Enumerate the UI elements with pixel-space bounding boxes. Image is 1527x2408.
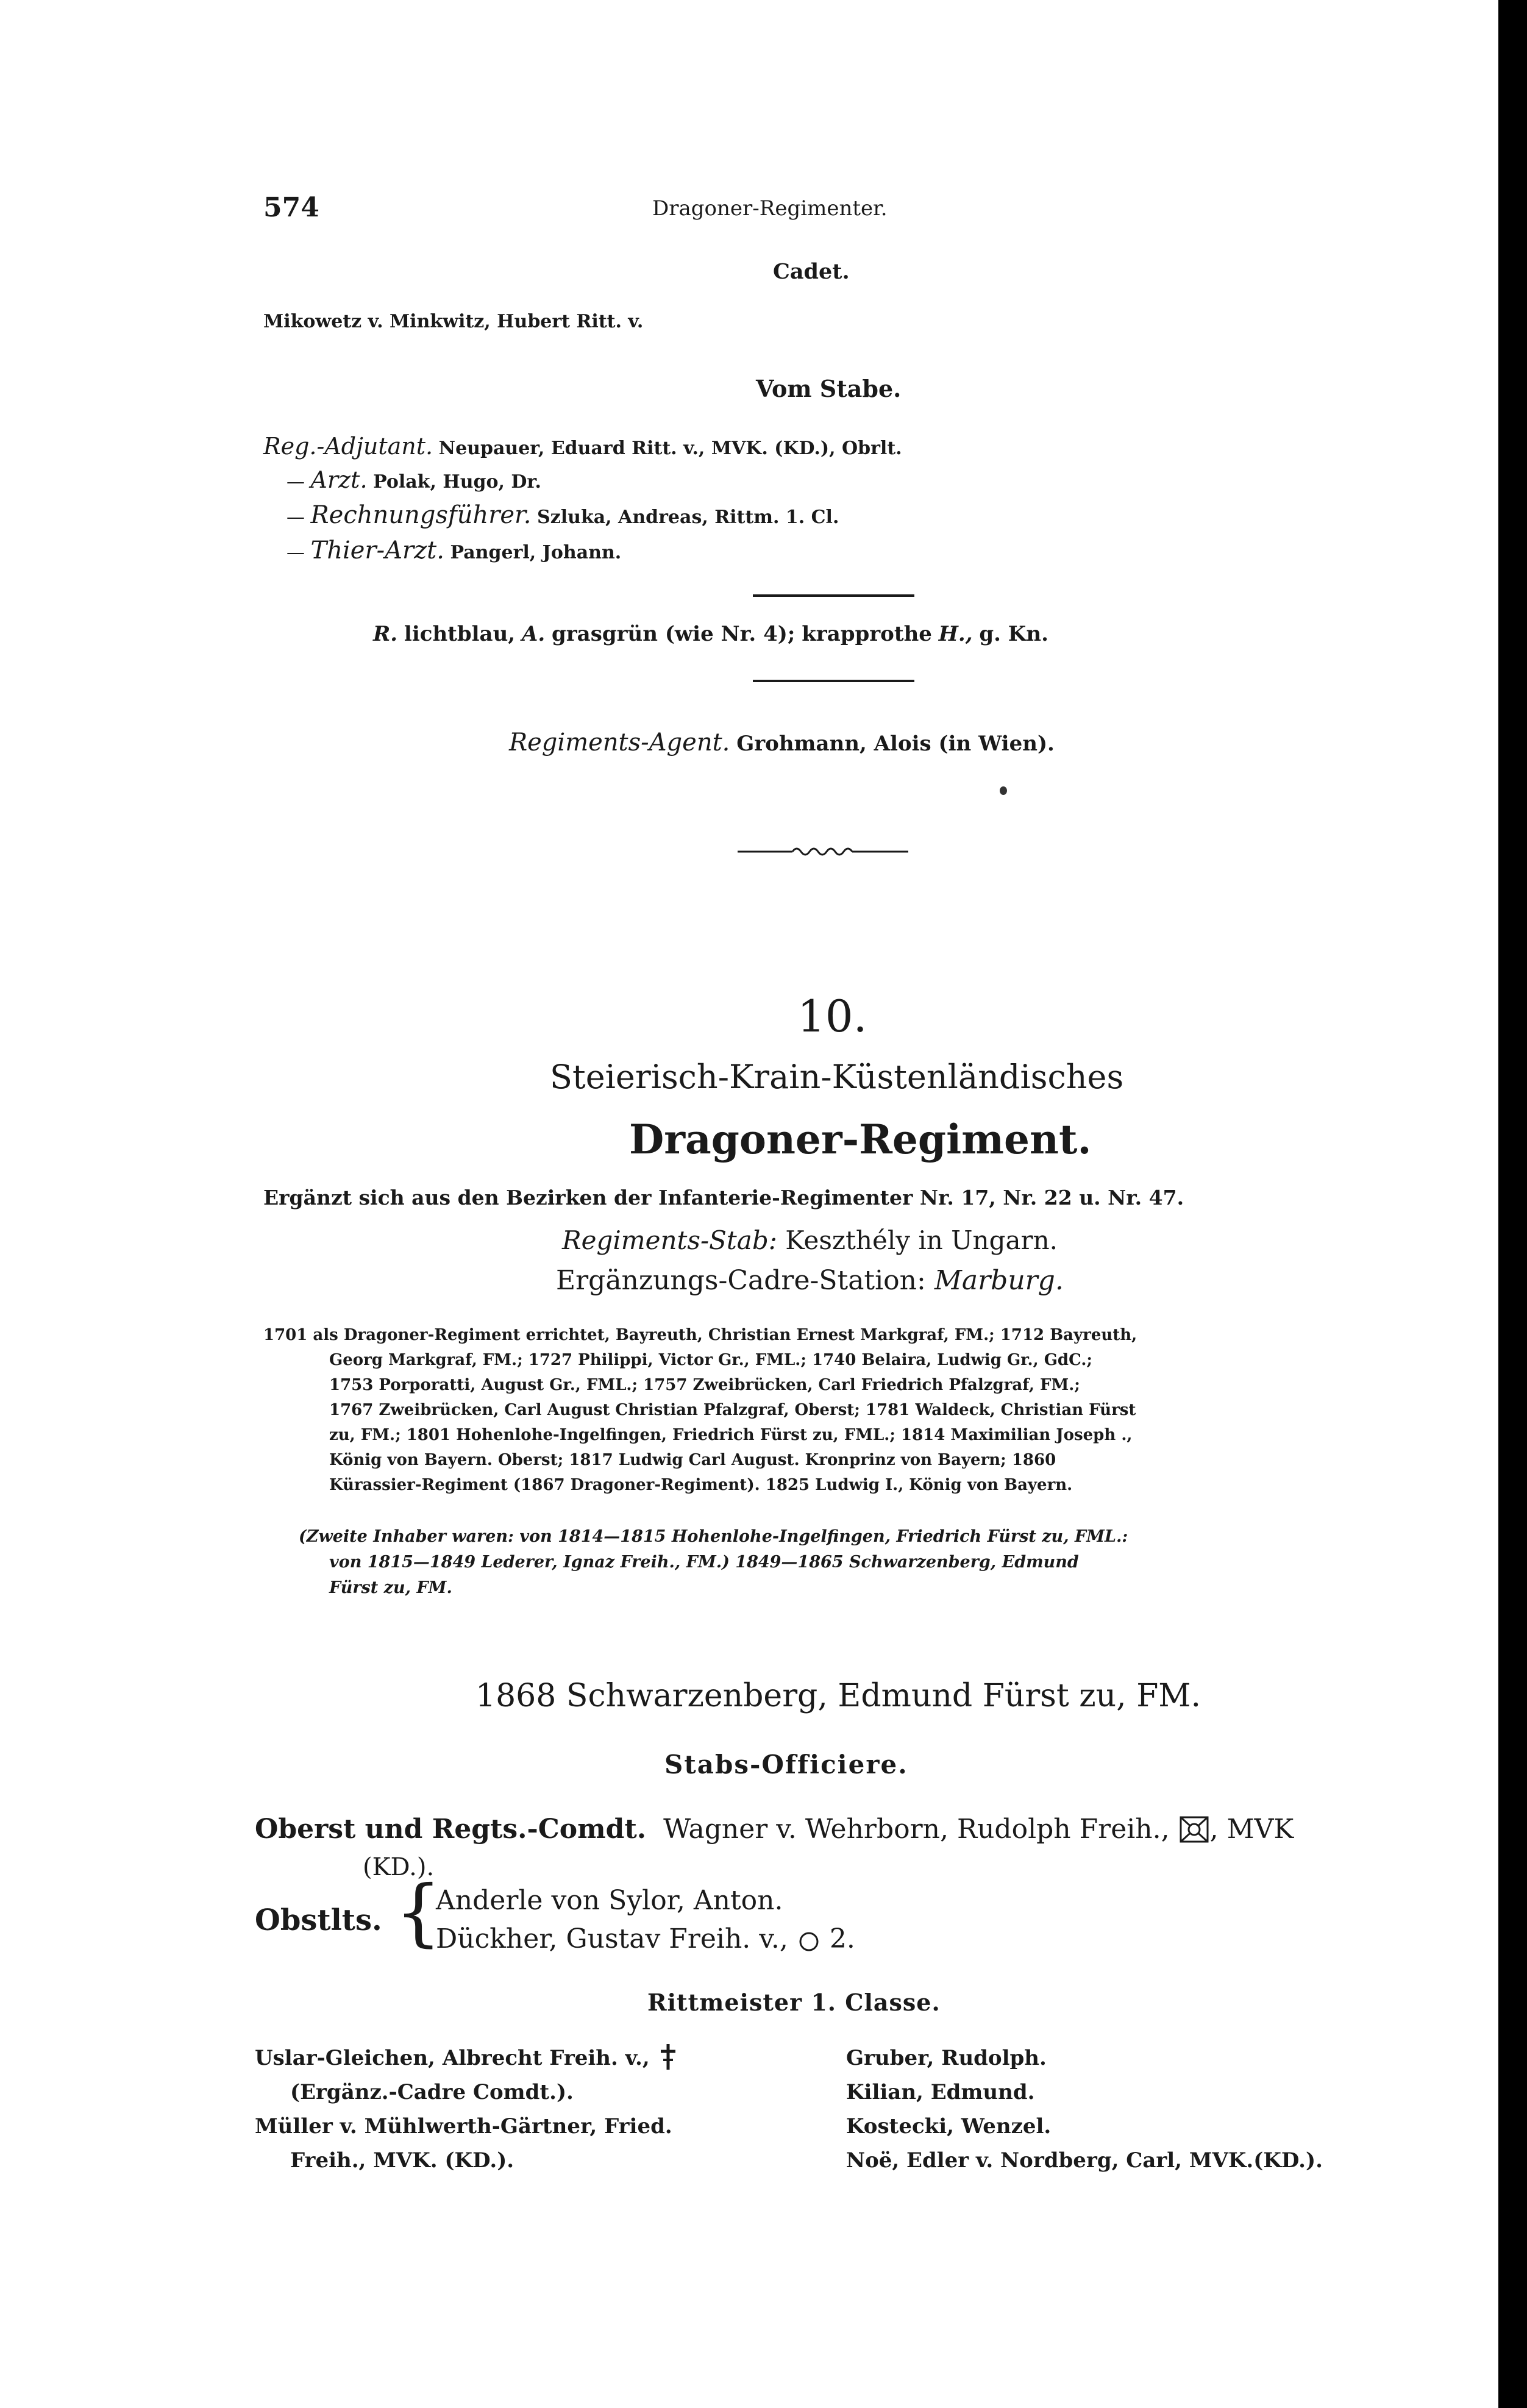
page-number: 574: [263, 192, 319, 223]
history-line: 1767 Zweibrücken, Carl August Christian Pfalzgraf, Oberst; 1781 Waldeck, Christian Fürst: [329, 1401, 1136, 1419]
oberst-text-cont: (KD.).: [363, 1853, 435, 1881]
page-border: [1498, 0, 1527, 2408]
staff-dash: —: [287, 542, 305, 563]
regiment-number: 10.: [797, 991, 867, 1042]
regiment-name-line: Steierisch-Krain-Küstenländisches: [550, 1058, 1124, 1096]
regiment-owner: 1868 Schwarzenberg, Edmund Fürst zu, FM.: [475, 1678, 1201, 1714]
rittmeister-entry: Kostecki, Wenzel.: [846, 2114, 1052, 2139]
cadet-entry: Mikowetz v. Minkwitz, Hubert Ritt. v.: [263, 311, 644, 332]
second-owners-paragraph: [299, 1524, 1128, 1601]
running-title: Dragoner-Regimenter.: [652, 196, 888, 221]
stab-line: [562, 1225, 1058, 1255]
stab-place: Keszthély in Ungarn.: [785, 1225, 1058, 1255]
cadre-line: [556, 1265, 1064, 1296]
uniform-r-text: lichtblau,: [404, 622, 516, 646]
staff-role: Thier-Arzt.: [310, 536, 444, 565]
obstlts-label: Obstlts.: [255, 1903, 382, 1937]
rittmeister-entry: Noë, Edler v. Nordberg, Carl, MVK.(KD.).: [846, 2148, 1323, 2173]
oberst-text: Wagner v. Wehrborn, Rudolph Freih.,: [663, 1814, 1170, 1845]
staff-text: Polak, Hugo, Dr.: [373, 471, 541, 493]
staff-row: [263, 433, 902, 460]
uniform-h-letter: H.,: [938, 622, 973, 646]
staff-row: [287, 536, 621, 565]
second-owners-line: Fürst zu, FM.: [329, 1578, 452, 1597]
obstlt-row: [436, 1923, 855, 1954]
stabs-officiere-heading: Stabs-Officiere.: [664, 1750, 908, 1779]
uniform-r-letter: R.: [373, 622, 398, 646]
uniform-a-text: grasgrün (wie Nr. 4);: [552, 622, 796, 646]
section-end-ornament: [738, 844, 908, 857]
divider-rule: [753, 680, 914, 682]
uniform-mid-text: krapprothe: [802, 622, 932, 646]
oberst-label: Oberst und Regts.-Comdt.: [255, 1814, 647, 1845]
rittmeister-entry: Müller v. Mühlwerth-Gärtner, Fried.: [255, 2114, 672, 2139]
rittmeister-entry: (Ergänz.-Cadre Comdt.).: [290, 2080, 574, 2104]
history-line: König von Bayern. Oberst; 1817 Ludwig Carl August. Kronprinz von Bayern; 1860: [329, 1451, 1056, 1469]
second-owners-line: (Zweite Inhaber waren: von 1814—1815 Hohenlohe-Ingelfingen, Friedrich Fürst zu, FML.:: [299, 1527, 1128, 1546]
rittmeister-entry: [255, 2041, 679, 2075]
cross-icon: [657, 2042, 679, 2072]
history-line: 1701 als Dragoner-Regiment errichtet, Bayreuth, Christian Ernest Markgraf, FM.; 1712 Bayreuth,: [263, 1326, 1137, 1344]
divider-rule: [753, 594, 914, 597]
cadre-label: Ergänzungs-Cadre-Station:: [556, 1265, 926, 1296]
oberst-line: [255, 1814, 1294, 1845]
uniform-line: [373, 622, 1048, 646]
staff-dash: —: [287, 471, 305, 493]
oberst-text-end: , MVK: [1209, 1814, 1294, 1845]
circle-decoration-icon: [797, 1928, 821, 1953]
uniform-a-letter: A.: [521, 622, 546, 646]
staff-row: [287, 466, 541, 493]
obstlt-name: Anderle von Sylor, Anton.: [436, 1885, 783, 1916]
rittmeister-entry-text: Uslar-Gleichen, Albrecht Freih. v.,: [255, 2046, 650, 2070]
agent-text: Grohmann, Alois (in Wien).: [736, 732, 1055, 756]
second-owners-line: von 1815—1849 Lederer, Ignaz Freih., FM.) 1849—1865 Schwarzenberg, Edmund: [329, 1553, 1079, 1572]
staff-dash: —: [287, 507, 305, 528]
obstlt-suffix: 2.: [829, 1923, 855, 1954]
agent-role: Regiments-Agent.: [509, 728, 730, 757]
obstlt-name: Dückher, Gustav Freih. v.,: [436, 1923, 788, 1954]
history-paragraph: [263, 1323, 1137, 1498]
cadre-place: Marburg.: [934, 1265, 1064, 1296]
staff-role: Arzt.: [310, 466, 368, 493]
agent-line: [509, 728, 1055, 757]
history-line: zu, FM.; 1801 Hohenlohe-Ingelfingen, Friedrich Fürst zu, FML.; 1814 Maximilian Joseph .,: [329, 1426, 1133, 1444]
recruitment-line: Ergänzt sich aus den Bezirken der Infanterie-Regimenter Nr. 17, Nr. 22 u. Nr. 47.: [263, 1186, 1184, 1209]
staff-role: Reg.-Adjutant.: [263, 433, 433, 460]
rittmeister-entry: Gruber, Rudolph.: [846, 2046, 1047, 2070]
uniform-end-text: g. Kn.: [979, 622, 1048, 646]
staff-heading: Vom Stabe.: [756, 375, 902, 402]
cadet-heading: Cadet.: [773, 259, 850, 284]
staff-text: Neupauer, Eduard Ritt. v., MVK. (KD.), Obrlt.: [438, 438, 902, 459]
staff-text: Pangerl, Johann.: [450, 542, 622, 563]
history-line: 1753 Porporatti, August Gr., FML.; 1757 Zweibrücken, Carl Friedrich Pfalzgraf, FM.;: [329, 1376, 1080, 1394]
staff-role: Rechnungsführer.: [310, 501, 532, 529]
history-line: Kürassier-Regiment (1867 Dragoner-Regiment). 1825 Ludwig I., König von Bayern.: [329, 1476, 1073, 1494]
history-line: Georg Markgraf, FM.; 1727 Philippi, Victor Gr., FML.; 1740 Belaira, Ludwig Gr., GdC.;: [329, 1351, 1092, 1369]
rittmeister-heading: Rittmeister 1. Classe.: [647, 1989, 941, 2016]
rittmeister-right-column: [846, 2041, 1323, 2178]
staff-row: [287, 501, 839, 529]
rittmeister-left-column: [255, 2041, 679, 2178]
staff-text: Szluka, Andreas, Rittm. 1. Cl.: [537, 507, 839, 528]
stab-label: Regiments-Stab:: [562, 1225, 777, 1255]
order-cross-icon: [1178, 1815, 1210, 1844]
rittmeister-entry: Kilian, Edmund.: [846, 2080, 1035, 2104]
regiment-title: Dragoner-Regiment.: [629, 1116, 1092, 1163]
ink-dot: [1000, 786, 1007, 795]
rittmeister-entry: Freih., MVK. (KD.).: [290, 2148, 514, 2173]
brace-icon: {: [395, 1870, 442, 1955]
